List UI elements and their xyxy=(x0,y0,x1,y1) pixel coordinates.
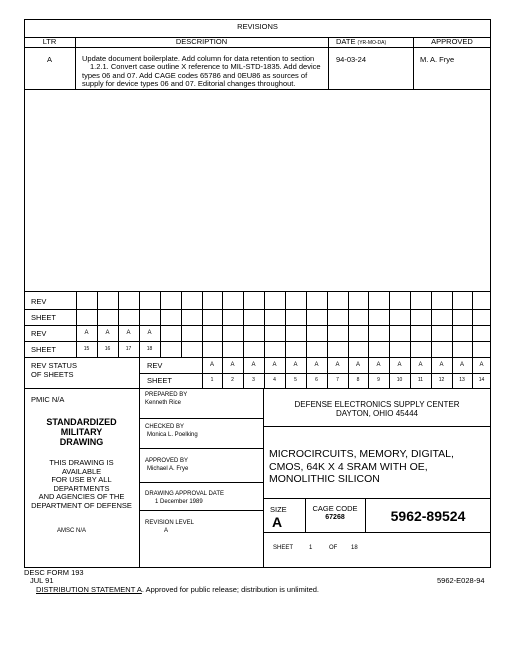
rev-cell: A xyxy=(84,330,89,336)
col-description: DESCRIPTION xyxy=(175,37,228,46)
status-rev-cell: A xyxy=(230,362,235,368)
desc-form-date: JUL 91 xyxy=(30,576,54,585)
status-rev-cell: A xyxy=(376,362,381,368)
status-sheet-cell: 13 xyxy=(459,377,465,383)
sheet-cell: 15 xyxy=(83,346,90,352)
cage-code-label: CAGE CODE xyxy=(312,504,358,513)
cage-code-value: 67268 xyxy=(325,514,345,521)
rev-cell: A xyxy=(126,330,131,336)
checked-by-name: Monica L. Poelking xyxy=(147,432,198,438)
col-date: DATE (YR-MO-DA) xyxy=(336,37,387,46)
drawing-title xyxy=(269,448,489,486)
revisions-title: REVISIONS xyxy=(237,22,278,31)
doc-reference: 5962-E028-94 xyxy=(437,576,485,585)
rev-label: REV xyxy=(147,361,163,370)
amsc-label: AMSC N/A xyxy=(57,528,87,534)
title-line: CMOS, 64K X 4 SRAM WITH OE, xyxy=(269,460,428,473)
standardized-military-drawing xyxy=(24,417,139,447)
entry-date: 94-03-24 xyxy=(336,55,367,64)
title-line: MONOLITHIC SILICON xyxy=(269,473,380,485)
sheet-cell: 18 xyxy=(146,346,153,352)
status-sheet-cell: 9 xyxy=(377,377,380,383)
distribution-statement xyxy=(36,586,319,595)
availability-statement xyxy=(24,459,139,510)
status-sheet-cell: 8 xyxy=(356,377,360,383)
title-line: MICROCIRCUITS, MEMORY, DIGITAL, xyxy=(269,448,454,460)
entry-ltr: A xyxy=(46,55,52,64)
sheet-cell: 16 xyxy=(104,346,111,352)
status-sheet-cell: 14 xyxy=(478,377,485,383)
approved-by-label: APPROVED BY xyxy=(145,458,189,464)
approval-date-label: DRAWING APPROVAL DATE xyxy=(145,491,225,497)
of-sheets-label: OF SHEETS xyxy=(31,370,74,379)
org-line-2: DAYTON, OHIO 45444 xyxy=(336,409,418,418)
status-sheet-cell: 12 xyxy=(438,377,445,383)
revision-level: A xyxy=(164,528,169,534)
rev-cell: A xyxy=(105,330,110,336)
status-sheet-cell: 5 xyxy=(294,377,297,383)
avail-line: AND AGENCIES OF THE xyxy=(38,492,125,501)
col-ltr: LTR xyxy=(42,37,57,46)
status-sheet-cell: 11 xyxy=(417,377,424,383)
desc-form: DESC FORM 193 xyxy=(24,568,84,577)
total-sheets: 18 xyxy=(351,545,358,551)
std-line: MILITARY xyxy=(60,427,103,437)
desc-line: types 06 and 07. Add CAGE codes 65786 and 0EU86 as sources of xyxy=(82,70,308,80)
status-rev-cell: A xyxy=(272,362,277,368)
status-sheet-cell: 1 xyxy=(210,377,214,383)
of-label: OF xyxy=(329,545,338,551)
approved-by-name: Michael A. Frye xyxy=(147,466,189,472)
pmic-label: PMIC N/A xyxy=(31,395,65,404)
size-value: A xyxy=(272,514,283,530)
rev-label: REV xyxy=(31,329,47,338)
entry-approved: M. A. Frye xyxy=(420,55,455,64)
desc-line: supply for device types 06 and 07. Editorial changes throughout. xyxy=(82,78,296,88)
revision-level-label: REVISION LEVEL xyxy=(145,520,195,526)
prepared-by-name: Kenneth Rice xyxy=(145,400,182,406)
entry-description xyxy=(82,55,327,88)
avail-line: FOR USE BY ALL xyxy=(51,475,112,484)
status-rev-cell: A xyxy=(439,362,444,368)
status-sheet-cell: 7 xyxy=(336,377,339,383)
status-sheet-cell: 3 xyxy=(252,377,255,383)
sheet-number: 1 xyxy=(309,545,313,551)
sheet-label: SHEET xyxy=(31,313,57,322)
rev-status-label: REV STATUS xyxy=(31,361,77,370)
status-rev-cell: A xyxy=(479,362,484,368)
sheet-footer-label: SHEET xyxy=(273,545,294,551)
std-line: DRAWING xyxy=(59,437,104,447)
desc-line: 1.2.1. Convert case outline X reference to MIL-STD-1835. Add device xyxy=(90,62,321,72)
std-line: STANDARDIZED xyxy=(46,417,117,427)
avail-line: THIS DRAWING IS xyxy=(49,458,114,467)
avail-line: DEPARTMENT OF DEFENSE xyxy=(31,500,132,510)
status-rev-cell: A xyxy=(355,362,360,368)
size-label: SIZE xyxy=(270,505,287,514)
status-rev-cell: A xyxy=(397,362,402,368)
avail-line: DEPARTMENTS xyxy=(53,483,110,493)
status-rev-cell: A xyxy=(335,362,340,368)
status-rev-cell: A xyxy=(293,362,298,368)
sheet-label: SHEET xyxy=(147,376,173,385)
status-rev-cell: A xyxy=(314,362,319,368)
sheet-label: SHEET xyxy=(31,345,57,354)
status-rev-cell: A xyxy=(251,362,256,368)
status-rev-cell: A xyxy=(459,362,464,368)
approval-date: 1 December 1989 xyxy=(155,499,203,505)
sheet-cell: 17 xyxy=(125,346,132,352)
prepared-by-label: PREPARED BY xyxy=(145,392,188,398)
rev-label: REV xyxy=(31,297,47,306)
desc-line: Update document boilerplate. Add column for data retention to section xyxy=(82,54,315,63)
org-line-1: DEFENSE ELECTRONICS SUPPLY CENTER xyxy=(294,400,460,409)
document-number: 5962-89524 xyxy=(390,508,466,524)
avail-line: AVAILABLE xyxy=(61,466,102,476)
status-sheet-cell: 2 xyxy=(231,377,234,383)
status-sheet-cell: 10 xyxy=(396,377,403,383)
distribution-label: DISTRIBUTION STATEMENT A xyxy=(36,585,142,594)
col-approved: APPROVED xyxy=(431,37,473,46)
distribution-text: . Approved for public release; distribution is unlimited. xyxy=(141,585,320,594)
status-sheet-cell: 4 xyxy=(273,377,276,383)
status-rev-cell: A xyxy=(209,362,214,368)
status-sheet-cell: 6 xyxy=(315,377,318,383)
rev-cell: A xyxy=(147,330,152,336)
checked-by-label: CHECKED BY xyxy=(145,424,185,430)
status-rev-cell: A xyxy=(418,362,423,368)
